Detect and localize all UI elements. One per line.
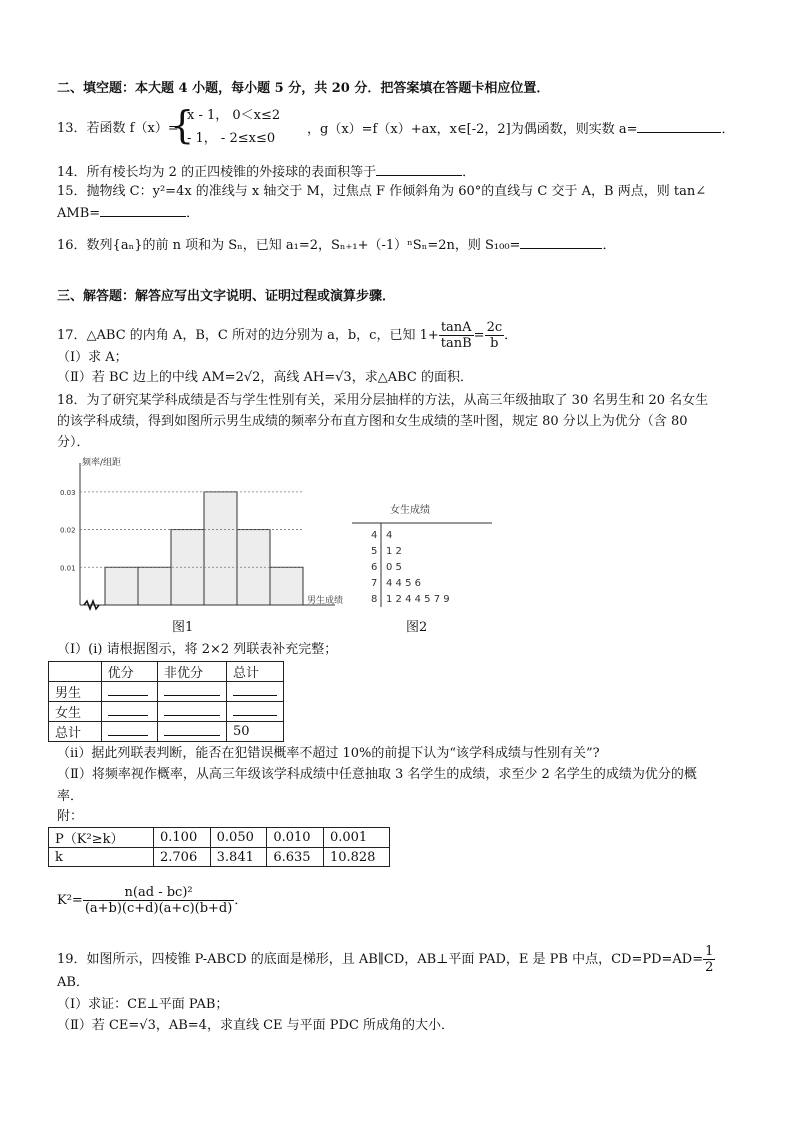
q18-part-2b: 率． (57, 789, 84, 804)
leaf-values: 1 2 4 4 5 7 9 (386, 594, 450, 605)
q19-line-1 (57, 944, 715, 975)
fill-cell (157, 682, 226, 702)
formula-fraction (83, 885, 235, 916)
histogram-bar (204, 492, 237, 605)
fill-cell (101, 682, 157, 702)
q19-part-2: （Ⅱ）若 CE=√3，AB=4，求直线 CE 与平面 PDC 所成角的大小． (57, 1018, 455, 1033)
figure-1-caption: 图1 (172, 620, 194, 635)
stem-value: 6 (371, 562, 378, 573)
table-row (49, 848, 390, 867)
table-cell: 总计 (226, 662, 283, 682)
y-tick-label: 0.01 (60, 564, 76, 573)
q18-line-2: 的该学科成绩，得到如图所示男生成绩的频率分布直方图和女生成绩的茎叶图，规定 80 分以上为优分（含 80 (57, 414, 688, 429)
leaf-values: 4 (386, 530, 393, 541)
q17-part-1: （I）求 A； (57, 350, 128, 365)
table-cell: 优分 (101, 662, 157, 682)
stem-value: 8 (371, 594, 378, 605)
table-row (49, 828, 390, 848)
stem-value: 5 (371, 546, 378, 557)
frac-den: b (490, 336, 499, 351)
table-cell: 男生 (49, 682, 102, 702)
histogram-male-scores (55, 455, 345, 615)
q13-end: ． (721, 122, 735, 137)
y-tick-label: 0.02 (60, 526, 76, 535)
question-17 (57, 320, 517, 351)
table-cell: 10.828 (323, 848, 389, 867)
q13-prefix: 13．若函数 f（x）= (57, 121, 179, 136)
q13-case-2: - 1， - 2≤x≤0 (187, 131, 276, 146)
critical-value-table (48, 827, 390, 867)
table-cell: 0.010 (267, 828, 324, 848)
stem-leaf-title: 女生成绩 (390, 505, 430, 516)
table-cell: 0.001 (323, 828, 389, 848)
piecewise-brace: { (170, 103, 195, 147)
leaf-values: 4 4 5 6 (386, 578, 421, 589)
q18-part-1-ii: （ii）据此列联表判断，能否在犯错误概率不超过 10%的前提下认为“该学科成绩与性别有关”? (57, 746, 600, 761)
y-tick-label: 0.03 (60, 488, 76, 497)
table-cell: 50 (226, 722, 283, 742)
fill-cell (226, 682, 283, 702)
stem-value: 4 (371, 530, 378, 541)
stem-leaf-female-scores (350, 495, 500, 615)
formula-lhs: K²= (57, 893, 83, 908)
fill-cell (157, 702, 226, 722)
y-axis-label: 频率/组距 (82, 458, 122, 468)
fill-cell (101, 702, 157, 722)
answer-blank (520, 236, 602, 249)
fill-cell (157, 722, 226, 742)
k-squared-formula (57, 885, 247, 916)
table-row (49, 662, 284, 682)
leaf-values: 1 2 (386, 546, 402, 557)
figure-2-caption: 图2 (406, 620, 428, 635)
q17-eq: = (473, 328, 485, 343)
q19-line-2: AB． (57, 975, 89, 990)
frac-num: n(ad - bc)² (83, 885, 235, 901)
q14-text: 14．所有棱长均为 2 的正四棱锥的外接球的表面积等于 (57, 165, 377, 180)
table-cell: k (49, 848, 154, 867)
question-15-line1: 15．抛物线 C：y²=4x 的准线与 x 轴交于 M，过焦点 F 作倾斜角为 60°的直线与 C 交于 A，B 两点，则 tan∠ (57, 184, 707, 199)
frac-den: tanB (440, 336, 472, 351)
q13-case-1: x - 1， 0＜x≤2 (187, 108, 281, 123)
section-heading-answer: 三、解答题：解答应写出文字说明、证明过程或演算步骤． (57, 289, 396, 304)
question-15-line2 (57, 204, 199, 223)
table-cell: 非优分 (157, 662, 226, 682)
table-cell: P（K²≥k） (49, 828, 154, 848)
q19-line1-text: 19．如图所示，四棱锥 P-ABCD 的底面是梯形，且 AB∥CD，AB⊥平面 PAD，E 是 PB 中点，CD=PD=AD= (57, 952, 704, 967)
table-cell: 3.841 (210, 848, 267, 867)
q13-suffix: ，g（x）=f（x）+ax，x∈[-2，2]为偶函数，则实数 a= (307, 122, 638, 137)
q18-line-3: 分）． (57, 435, 90, 450)
q18-line-1: 18．为了研究某学科成绩是否与学生性别有关，采用分层抽样的方法，从高三年级抽取了 30 名男生和 20 名女生 (57, 393, 709, 408)
answer-blank (100, 204, 186, 217)
frac-den: 2 (705, 960, 714, 975)
table-row (49, 702, 284, 722)
q19-part-1: （Ⅰ）求证：CE⊥平面 PAB； (57, 997, 229, 1012)
table-cell: 0.050 (210, 828, 267, 848)
table-cell: 2.706 (154, 848, 211, 867)
histogram-bar (138, 567, 171, 605)
histogram-bar (171, 530, 204, 605)
formula-end: ． (234, 893, 248, 908)
table-row (49, 722, 284, 742)
contingency-table (48, 661, 284, 742)
q17-end: ． (504, 328, 518, 343)
question-13 (57, 120, 179, 138)
fill-cell (101, 722, 157, 742)
histogram-bar (270, 567, 303, 605)
fill-cell (226, 702, 283, 722)
fraction-2c-b (485, 320, 505, 351)
frac-num: tanA (439, 320, 474, 336)
q15-line2-text: AMB= (57, 206, 101, 221)
fraction-tanA-tanB (439, 320, 474, 351)
stem-value: 7 (371, 578, 378, 589)
q14-end: ． (462, 165, 476, 180)
q16-text: 16．数列{aₙ}的前 n 项和为 Sₙ，已知 a₁=2，Sₙ₊₁+（-1）ⁿSₙ=2n，则 S₁₀₀= (57, 238, 521, 253)
leaf-values: 0 5 (386, 562, 402, 573)
table-cell: 6.635 (267, 848, 324, 867)
histogram-bar (105, 567, 138, 605)
section-heading-fill-blank: 二、填空题：本大题 4 小题，每小题 5 分，共 20 分．把答案填在答题卡相应位置． (57, 81, 550, 96)
q17-part-2: （Ⅱ）若 BC 边上的中线 AM=2√2，高线 AH=√3，求△ABC 的面积． (57, 370, 473, 385)
table-cell: 0.100 (154, 828, 211, 848)
q16-end: ． (602, 238, 616, 253)
answer-blank (637, 120, 721, 133)
frac-num: 1 (705, 944, 714, 959)
q18-part-1: （Ⅰ）(i) 请根据图示，将 2×2 列联表补充完整； (57, 642, 338, 657)
q13-suffix-wrap (307, 120, 735, 139)
x-axis-label: 男生成绩 (307, 596, 344, 606)
frac-num: 2c (486, 320, 503, 335)
q18-part-2a: （Ⅱ）将频率视作概率，从高三年级该学科成绩中任意抽取 3 名学生的成绩，求至少 2 名学生的成绩为优分的概 (57, 767, 697, 782)
table-cell: 女生 (49, 702, 102, 722)
question-14 (57, 163, 475, 182)
table-cell (49, 662, 102, 682)
frac-den: (a+b)(c+d)(a+c)(b+d) (84, 901, 233, 916)
question-16 (57, 236, 615, 255)
table-cell: 总计 (49, 722, 102, 742)
table-row (49, 682, 284, 702)
q17-prefix: 17．△ABC 的内角 A，B，C 所对的边分别为 a，b，c，已知 1+ (57, 328, 439, 343)
fraction-one-half (703, 944, 715, 975)
q15-end: ． (186, 206, 200, 221)
appendix-label: 附： (57, 809, 84, 824)
answer-blank (376, 163, 462, 176)
